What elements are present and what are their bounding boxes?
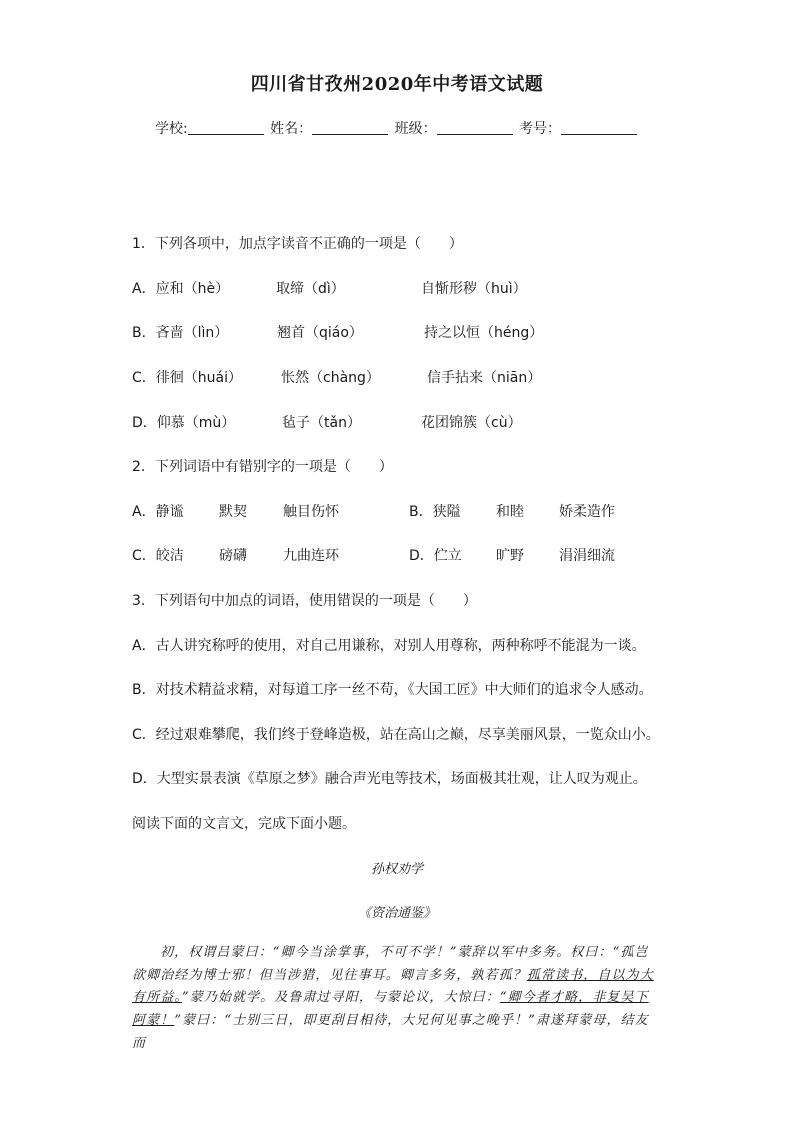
q2-a-1: A．静谧 [132, 504, 184, 520]
q1-c-2: 怅然（chàng） [281, 370, 380, 386]
exam-no-label: 考号： [519, 121, 562, 137]
class-label: 班级： [394, 121, 437, 137]
q2-a-3: 触目伤怀 [283, 504, 339, 520]
q2-stem: 2．下列词语中有错别字的一项是（ ） [132, 459, 393, 475]
q1-b-3: 持之以恒（héng） [424, 325, 544, 341]
school-blank [188, 120, 264, 135]
school-label: 学校: [154, 121, 188, 137]
passage-sentence-2: ”蒙乃始就学。及鲁肃过寻阳，与蒙论议，大惊曰： [181, 990, 500, 1006]
exam-no-blank [561, 120, 637, 135]
q2-d-3: 涓涓细流 [559, 548, 615, 564]
passage-source: 《资治通鉴》 [357, 906, 436, 921]
passage-sentence-3: ”蒙曰：“士别三日，即更刮目相待，大兄何见事之晚乎！”肃遂拜蒙母，结友而 [132, 1013, 649, 1051]
q2-c-3: 九曲连环 [283, 548, 339, 564]
q1-c-3: 信手拈来（niān） [427, 370, 542, 386]
passage-sentence-1: 初，权谓吕蒙曰：“卿今当涂掌事，不可不学！”蒙辞以军中多务。权曰：“孤岂欲卿治经为博士邪！但当涉猎，见往事耳。卿言多务，孰若孤？ [132, 945, 649, 983]
q2-c-2: 磅礴 [219, 548, 247, 564]
q2-d-2: 旷野 [496, 548, 524, 564]
q3-option-c: C．经过艰难攀爬，我们终于登峰造极，站在高山之巅，尽享美丽风景，一览众山小。 [132, 727, 660, 743]
passage-body [132, 942, 662, 1056]
q1-d-1: D．仰慕（mù） [132, 415, 236, 431]
q1-c-1: C．徘徊（huái） [132, 370, 242, 386]
passage-title: 孙权劝学 [370, 862, 423, 877]
name-label: 姓名： [270, 121, 313, 137]
name-blank [312, 120, 388, 135]
q3-option-b: B．对技术精益求精，对每道工序一丝不苟，《大国工匠》中大师们的追求令人感动。 [132, 682, 653, 698]
class-blank [437, 120, 513, 135]
q1-d-2: 毡子（tǎn） [282, 415, 361, 431]
q1-a-2: 取缔（dì） [276, 281, 345, 297]
q1-stem: 1．下列各项中，加点字读音不正确的一项是（ ） [132, 236, 463, 252]
q3-option-d: D．大型实景表演《草原之梦》融合声光电等技术，场面极其壮观，让人叹为观止。 [132, 771, 647, 787]
page-title: 四川省甘孜州2020年中考语文试题 [250, 74, 544, 95]
q2-b-1: B．狭隘 [409, 504, 461, 520]
reading-intro: 阅读下面的文言文，完成下面小题。 [132, 816, 356, 832]
q1-b-1: B．吝啬（lìn） [132, 325, 229, 341]
q2-c-1: C．皎洁 [132, 548, 184, 564]
q2-d-1: D．伫立 [409, 548, 462, 564]
q2-b-3: 娇柔造作 [559, 504, 615, 520]
student-info-row [0, 118, 794, 138]
q2-a-2: 默契 [219, 504, 247, 520]
passage-underlined-1: 孤常读书，自以为大有所益。 [132, 967, 654, 1006]
q3-option-a: A．古人讲究称呼的使用，对自己用谦称，对别人用尊称，两种称呼不能混为一谈。 [132, 638, 646, 654]
q1-b-2: 翘首（qiáo） [277, 325, 363, 341]
q1-a-1: A．应和（hè） [132, 281, 230, 297]
q1-a-3: 自惭形秽（huì） [421, 281, 527, 297]
q3-stem: 3．下列语句中加点的词语，使用错误的一项是（ ） [132, 593, 477, 609]
q2-b-2: 和睦 [496, 504, 524, 520]
passage-underlined-2: “卿今者才略，非复吴下阿蒙！ [132, 990, 649, 1029]
q1-d-3: 花团锦簇（cù） [421, 415, 522, 431]
